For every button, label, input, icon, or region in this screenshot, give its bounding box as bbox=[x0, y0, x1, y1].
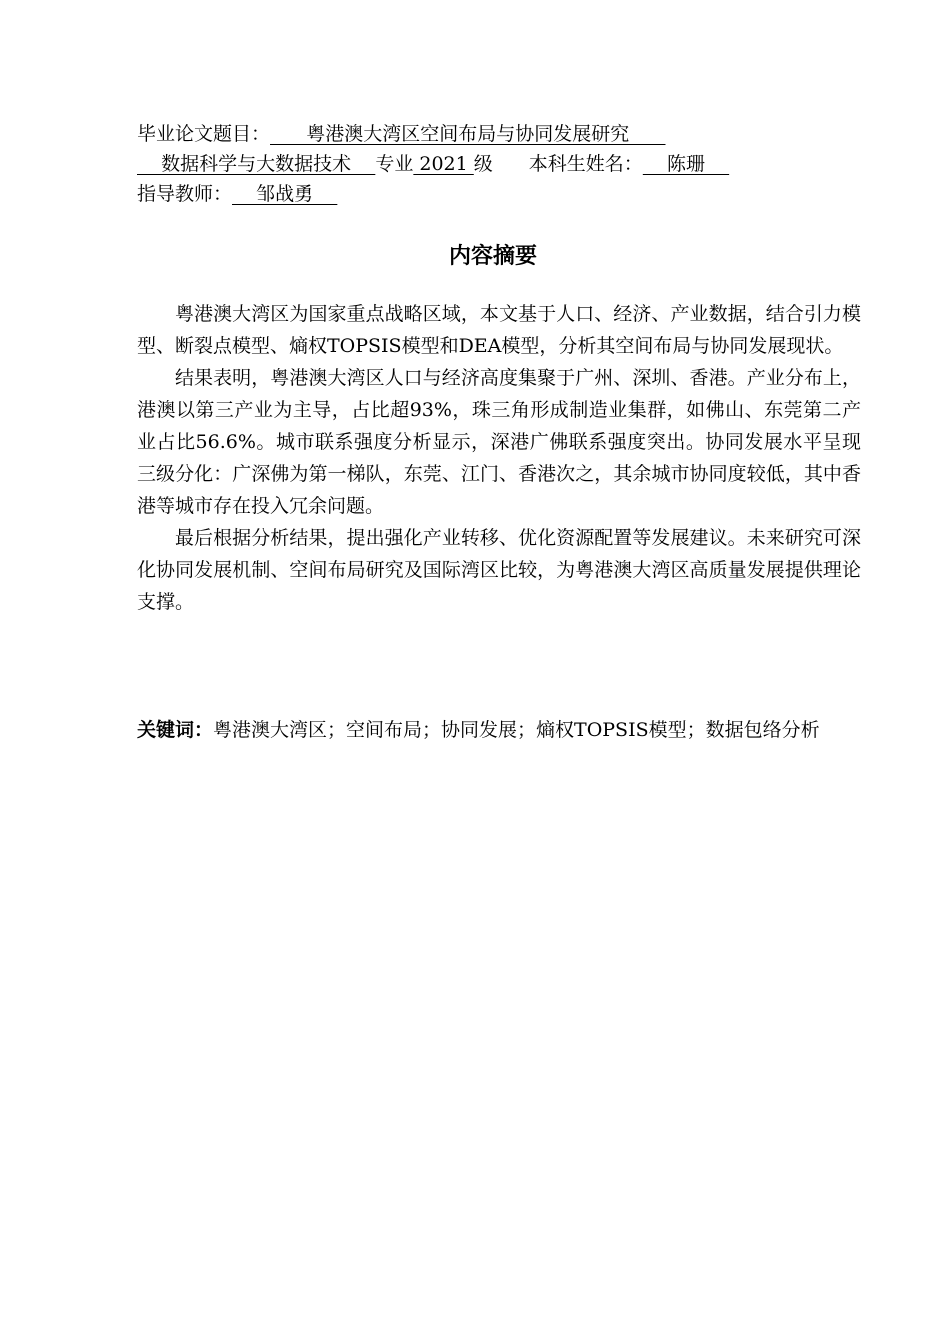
keywords-value: 粤港澳大湾区；空间布局；协同发展；熵权TOPSIS模型；数据包络分析 bbox=[213, 719, 820, 741]
abstract-heading: 内容摘要 bbox=[448, 244, 537, 269]
thesis-title-line bbox=[137, 119, 857, 149]
thesis-info-block bbox=[137, 119, 857, 209]
abstract-paragraph: 结果表明，粤港澳大湾区人口与经济高度集聚于广州、深圳、香港。产业分布上，港澳以第三产业为主导，占比超93%，珠三角形成制造业集群，如佛山、东莞第二产业占比56.6%。城市联系强度分析显示，深港广佛联系强度突出。协同发展水平呈现三级分化：广深佛为第一梯队，东莞、江门、香港次之，其余城市协同度较低，其中香港等城市存在投入冗余问题。 bbox=[137, 367, 861, 517]
abstract-paragraph: 最后根据分析结果，提出强化产业转移、优化资源配置等发展建议。未来研究可深化协同发展机制、空间布局研究及国际湾区比较，为粤港澳大湾区高质量发展提供理论支撑。 bbox=[137, 527, 861, 613]
student-name-label: 本科生姓名： bbox=[528, 153, 643, 175]
advisor-label: 指导教师： bbox=[137, 183, 233, 205]
advisor-value: 邹战勇 bbox=[232, 183, 338, 205]
major-value: 数据科学与大数据技术 bbox=[137, 153, 376, 175]
student-info-line bbox=[137, 149, 857, 179]
thesis-title-value: 粤港澳大湾区空间布局与协同发展研究 bbox=[270, 123, 666, 145]
grade-value: 2021 bbox=[413, 153, 474, 175]
keywords-section bbox=[137, 714, 853, 746]
abstract-body bbox=[137, 298, 861, 618]
thesis-title-label: 毕业论文题目： bbox=[137, 123, 271, 145]
advisor-line bbox=[137, 179, 857, 209]
student-name-value: 陈珊 bbox=[642, 153, 730, 175]
keywords-label: 关键词： bbox=[137, 719, 214, 741]
grade-label: 级 bbox=[473, 153, 493, 175]
major-label: 专业 bbox=[375, 153, 414, 175]
abstract-paragraph: 粤港澳大湾区为国家重点战略区域，本文基于人口、经济、产业数据，结合引力模型、断裂点模型、熵权TOPSIS模型和DEA模型，分析其空间布局与协同发展现状。 bbox=[137, 303, 861, 357]
